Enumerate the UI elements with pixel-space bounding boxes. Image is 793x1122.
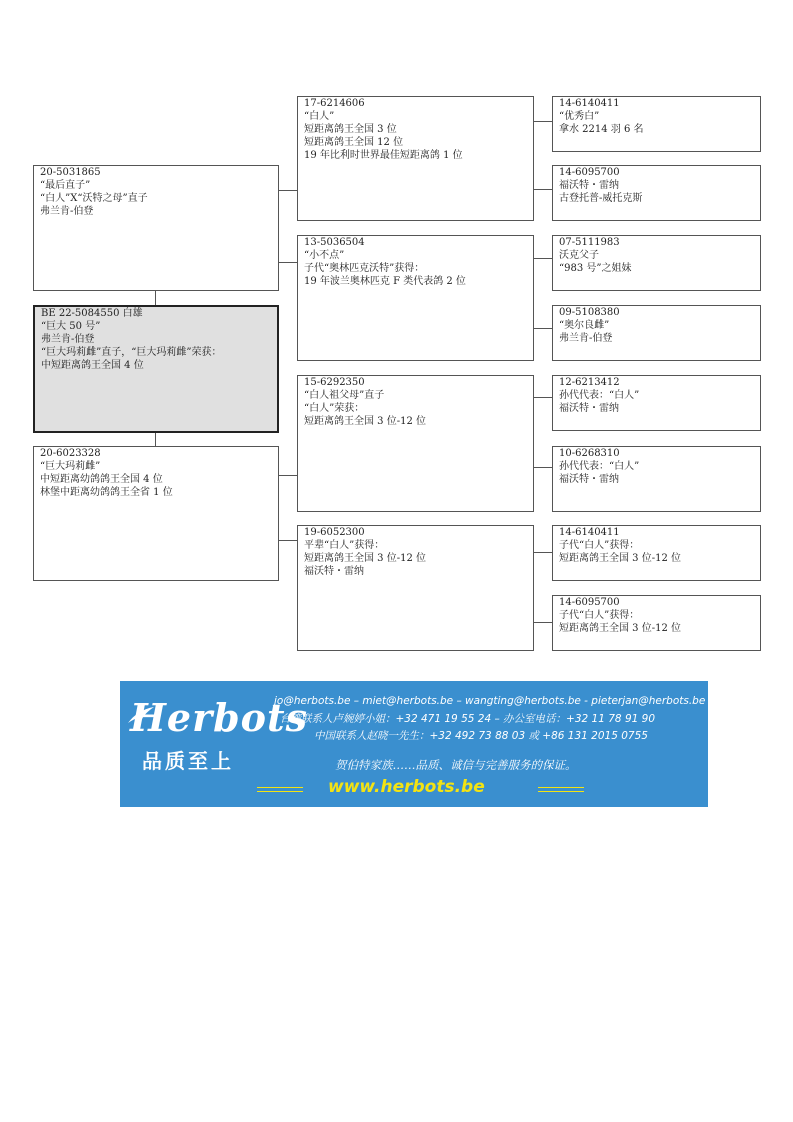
result: 孙代代表：“白人” — [559, 461, 640, 472]
decorative-rule — [257, 787, 303, 792]
ring-number: 14-6140411 — [559, 98, 620, 109]
sire-parentage: “白人”X“沃特之母”直子 — [40, 193, 148, 204]
connector — [533, 622, 552, 623]
bird-name: “983 号”之姐妹 — [559, 263, 632, 274]
banner-emails[interactable]: jo@herbots.be – miet@herbots.be – wangting@herbots.be - pieterjan@herbots.be — [274, 695, 706, 707]
connector — [278, 190, 297, 191]
banner-tagline: 品质至上 — [142, 749, 234, 773]
ring-number: 19-6052300 — [304, 527, 365, 538]
result: 短距离鸽王全国 3 位-12 位 — [559, 553, 682, 564]
result: 19 年波兰奥林匹克 F 类代表鸽 2 位 — [304, 276, 466, 287]
connector — [533, 552, 552, 553]
bird-name: “优秀白” — [559, 111, 600, 122]
result: 19 年比利时世界最佳短距离鸽 1 位 — [304, 150, 463, 161]
connector — [533, 397, 552, 398]
result: 短距离鸽王全国 3 位-12 位 — [559, 623, 682, 634]
pedigree-great-grandparent-box — [552, 525, 761, 581]
subject-parentage: “巨大玛莉雌”直子，“巨大玛莉雌”荣获： — [41, 347, 222, 358]
result: 子代“白人”获得： — [559, 540, 640, 551]
pedigree-great-grandparent-box — [552, 305, 761, 361]
bird-name: “白人” — [304, 111, 335, 122]
result: “白人”荣获： — [304, 403, 365, 414]
banner-taiwan-contact: 台湾联系人卢婉婷小姐：+32 471 19 55 24 – 办公室电话：+32 11 78 91 90 — [280, 713, 656, 725]
breeder: 福沃特・雷纳 — [559, 403, 619, 414]
pedigree-great-grandparent-box — [552, 96, 761, 152]
pedigree-great-grandparent-box — [552, 595, 761, 651]
banner-url-link[interactable]: www.herbots.be — [328, 777, 485, 797]
dam-result: 林堡中距离幼鸽鸽王全省 1 位 — [40, 487, 173, 498]
result: 短距离鸽王全国 3 位-12 位 — [304, 416, 427, 427]
subject-result: 中短距离鸽王全国 4 位 — [41, 360, 144, 371]
ring-number: 14-6095700 — [559, 597, 620, 608]
banner-slogan: 贺伯特家族……品质、诚信与完善服务的保证。 — [335, 758, 577, 772]
sire-ring-number: 20-5031865 — [40, 167, 101, 178]
ring-number: 09-5108380 — [559, 307, 620, 318]
connector — [533, 328, 552, 329]
herbots-logo: Herbots — [130, 695, 308, 740]
result: 短距离鸽王全国 12 位 — [304, 137, 404, 148]
pedigree-subject-box — [33, 305, 279, 433]
breeder: 沃克父子 — [559, 250, 599, 261]
pedigree-sire-box — [33, 165, 279, 291]
bird-name: “奥尔良雌” — [559, 320, 610, 331]
pedigree-great-grandparent-box — [552, 165, 761, 221]
result: 短距离鸽王全国 3 位 — [304, 124, 397, 135]
connector — [155, 290, 156, 305]
ring-number: 07-5111983 — [559, 237, 620, 248]
ring-number: 13-5036504 — [304, 237, 365, 248]
pedigree-dam-box — [33, 446, 279, 581]
pedigree-great-grandparent-box — [552, 446, 761, 512]
ring-number: 12-6213412 — [559, 377, 620, 388]
connector — [533, 189, 552, 190]
result: 拿水 2214 羽 6 名 — [559, 124, 644, 135]
result: 短距离鸽王全国 3 位-12 位 — [304, 553, 427, 564]
ring-number: 15-6292350 — [304, 377, 365, 388]
subject-breeder: 弗兰肯-伯登 — [41, 334, 95, 345]
pedigree-sire-sire-box — [297, 96, 534, 221]
connector — [533, 121, 552, 122]
sire-name: “最后直子” — [40, 180, 91, 191]
pedigree-great-grandparent-box — [552, 375, 761, 431]
ring-number: 10-6268310 — [559, 448, 620, 459]
connector — [278, 262, 297, 263]
connector — [278, 540, 297, 541]
sire-breeder: 弗兰肯-伯登 — [40, 206, 94, 217]
decorative-rule — [538, 787, 584, 792]
pedigree-great-grandparent-box — [552, 235, 761, 291]
bird-name: “小不点” — [304, 250, 345, 261]
breeder: 福沃特・雷纳 — [559, 180, 619, 191]
breeder: 福沃特・雷纳 — [304, 566, 364, 577]
herbots-banner — [120, 681, 708, 807]
ring-number: 14-6095700 — [559, 167, 620, 178]
banner-china-contact: 中国联系人赵晓一先生：+32 492 73 88 03 或 +86 131 2015 0755 — [314, 730, 648, 742]
dam-ring-number: 20-6023328 — [40, 448, 101, 459]
result: 平辈“白人”获得： — [304, 540, 385, 551]
pedigree-dam-dam-box — [297, 525, 534, 651]
breeder: 弗兰肯-伯登 — [559, 333, 613, 344]
bird-name: “白人祖父母”直子 — [304, 390, 385, 401]
result: 子代“白人”获得： — [559, 610, 640, 621]
breeder: 福沃特・雷纳 — [559, 474, 619, 485]
ring-number: 17-6214606 — [304, 98, 365, 109]
subject-ring-number: BE 22-5084550 白雄 — [41, 308, 143, 319]
connector — [155, 432, 156, 446]
breeder: 古登托普-威托克斯 — [559, 193, 643, 204]
pedigree-dam-sire-box — [297, 375, 534, 512]
result: 孙代代表：“白人” — [559, 390, 640, 401]
connector — [278, 475, 297, 476]
connector — [533, 258, 552, 259]
ring-number: 14-6140411 — [559, 527, 620, 538]
subject-name: “巨大 50 号” — [41, 321, 101, 332]
result: 子代“奥林匹克沃特”获得： — [304, 263, 425, 274]
pedigree-sire-dam-box — [297, 235, 534, 361]
connector — [533, 467, 552, 468]
dam-name: “巨大玛莉雌” — [40, 461, 101, 472]
dam-result: 中短距离幼鸽鸽王全国 4 位 — [40, 474, 163, 485]
